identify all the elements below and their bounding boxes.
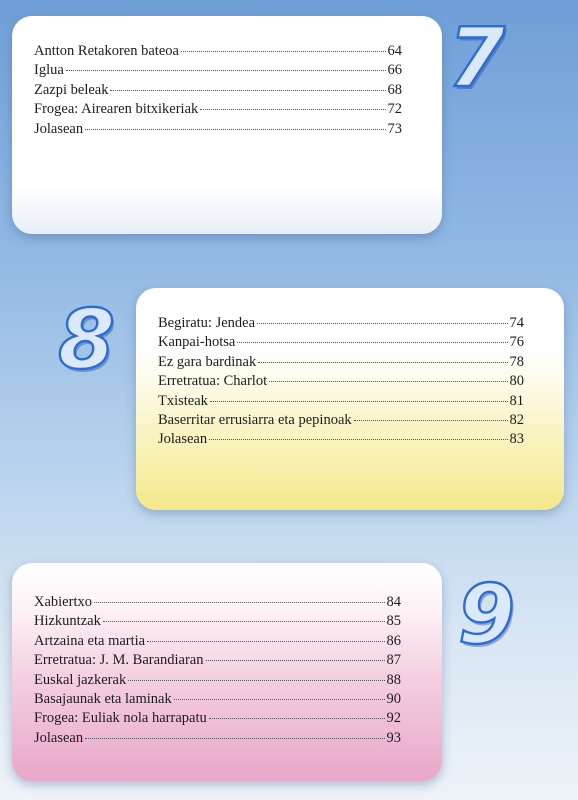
- toc-entry[interactable]: [34, 120, 402, 139]
- dot-leader: [257, 323, 507, 324]
- toc-list: [34, 42, 402, 139]
- entry-page: 64: [387, 43, 402, 59]
- entry-title: Artzaina eta martia: [34, 632, 146, 649]
- section-9-card: [12, 563, 442, 781]
- entry-title: Euskal jazkerak: [34, 671, 127, 688]
- entry-title: Jolasean: [158, 431, 208, 448]
- entry-title: Ez gara bardinak: [158, 353, 257, 370]
- section-number-9: 9: [458, 568, 516, 663]
- toc-entry[interactable]: [34, 671, 401, 690]
- toc-entry[interactable]: [158, 411, 524, 430]
- dot-leader: [269, 381, 507, 382]
- toc-entry[interactable]: [34, 81, 402, 100]
- entry-page: 93: [386, 729, 401, 746]
- entry-title: Frogea: Airearen bitxikeriak: [34, 101, 199, 118]
- toc-entry[interactable]: [158, 333, 524, 352]
- entry-page: 74: [509, 315, 524, 331]
- dot-leader: [85, 129, 385, 130]
- entry-title: Basajaunak eta laminak: [34, 691, 172, 708]
- toc-entry[interactable]: [158, 430, 524, 449]
- entry-page: 72: [387, 101, 402, 118]
- entry-page: 92: [386, 710, 401, 727]
- dot-leader: [103, 621, 385, 622]
- toc-list: [34, 593, 401, 748]
- dot-leader: [206, 660, 385, 661]
- entry-page: 73: [387, 120, 402, 137]
- entry-title: Hizkuntzak: [34, 613, 101, 630]
- dot-leader: [210, 401, 508, 402]
- dot-leader: [85, 738, 384, 739]
- toc-entry[interactable]: [34, 690, 401, 709]
- section-8-card: [136, 288, 564, 510]
- dot-leader: [200, 109, 385, 110]
- entry-page: 88: [386, 671, 401, 688]
- dot-leader: [66, 70, 386, 71]
- dot-leader: [354, 420, 508, 421]
- section-7-card: [12, 16, 442, 234]
- entry-page: 82: [509, 412, 524, 429]
- entry-page: 86: [386, 632, 401, 649]
- dot-leader: [128, 680, 384, 681]
- dot-leader: [258, 362, 507, 363]
- toc-entry[interactable]: [34, 593, 401, 612]
- dot-leader: [237, 342, 507, 343]
- entry-page: 90: [386, 691, 401, 708]
- entry-page: 84: [386, 594, 401, 610]
- entry-title: Begiratu: Jendea: [158, 315, 256, 331]
- toc-entry[interactable]: [158, 353, 524, 372]
- toc-entry[interactable]: [34, 100, 402, 119]
- toc-entry[interactable]: [34, 61, 402, 80]
- entry-title: Zazpi beleak: [34, 81, 109, 98]
- section-number-8: 8: [58, 293, 116, 388]
- toc-entry[interactable]: [34, 729, 401, 748]
- entry-title: Baserritar errusiarra eta pepinoak: [158, 412, 352, 429]
- dot-leader: [94, 602, 385, 603]
- entry-page: 83: [509, 431, 524, 448]
- dot-leader: [209, 718, 385, 719]
- entry-page: 87: [386, 652, 401, 669]
- entry-title: Iglua: [34, 62, 64, 79]
- toc-list: [158, 314, 524, 450]
- entry-page: 81: [509, 392, 524, 409]
- entry-page: 80: [509, 373, 524, 390]
- dot-leader: [174, 699, 385, 700]
- toc-entry[interactable]: [34, 709, 401, 728]
- dot-leader: [110, 90, 385, 91]
- entry-title: Jolasean: [34, 729, 84, 746]
- entry-title: Erretratua: J. M. Barandiaran: [34, 652, 204, 669]
- entry-title: Txisteak: [158, 392, 208, 409]
- entry-title: Frogea: Euliak nola harrapatu: [34, 710, 207, 727]
- toc-entry[interactable]: [158, 314, 524, 333]
- entry-title: Kanpai-hotsa: [158, 334, 236, 351]
- toc-entry[interactable]: [34, 42, 402, 61]
- dot-leader: [181, 51, 386, 52]
- toc-entry[interactable]: [34, 612, 401, 631]
- toc-entry[interactable]: [34, 632, 401, 651]
- entry-page: 68: [387, 81, 402, 98]
- dot-leader: [147, 641, 384, 642]
- entry-page: 78: [509, 353, 524, 370]
- entry-page: 76: [509, 334, 524, 351]
- toc-entry[interactable]: [158, 392, 524, 411]
- dot-leader: [209, 439, 507, 440]
- section-number-7: 7: [448, 11, 506, 106]
- entry-title: Erretratua: Charlot: [158, 373, 268, 390]
- toc-entry[interactable]: [34, 651, 401, 670]
- entry-title: Jolasean: [34, 120, 84, 137]
- entry-title: Xabiertxo: [34, 594, 92, 610]
- entry-page: 66: [387, 62, 402, 79]
- entry-title: Antton Retakoren bateoa: [34, 43, 179, 59]
- toc-entry[interactable]: [158, 372, 524, 391]
- entry-page: 85: [386, 613, 401, 630]
